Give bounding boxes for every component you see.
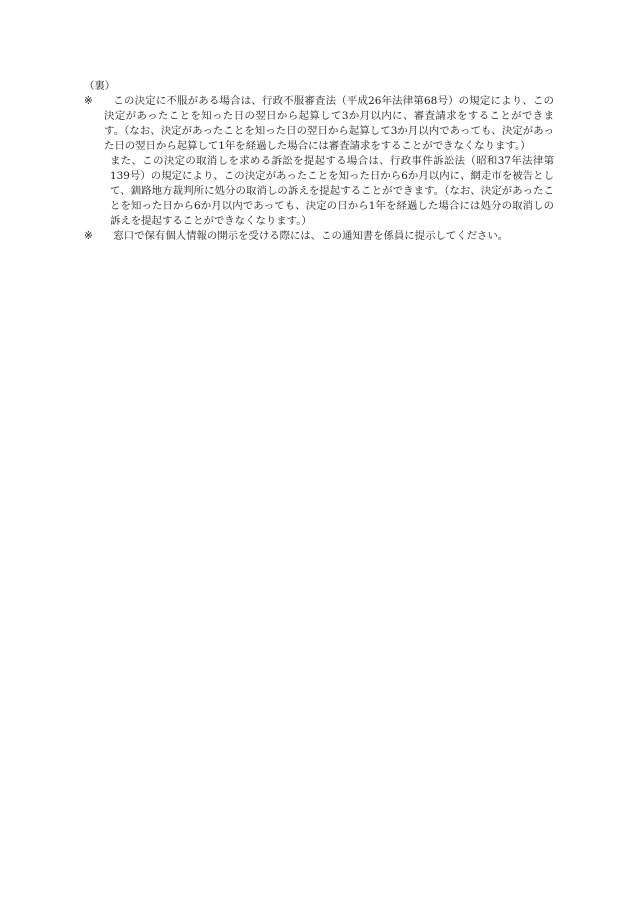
back-side-heading: （裏） (84, 80, 116, 92)
notice-appeal (84, 94, 554, 229)
window-paragraph: 窓口で保有個人情報の開示を受ける際には、この通知書を係員に提示してください。 (113, 230, 509, 242)
lawsuit-paragraph: また、この決定の取消しを求める訴訟を提起する場合は、行政事件訴訟法（昭和37年法律第139号）の規定により、この決定があったことを知った日から6か月以内に、網走市を被告として、釧路地方裁判所に処分の取消しの訴えを提起することができます。（なお、決定があったことを知った日から6か月以内であっても、決定の日から1年を経過した場合には処分の取消しの訴えを提起することができなくなります。） (110, 155, 554, 227)
appeal-paragraph: この決定に不服がある場合は、行政不服審査法（平成26年法律第68号）の規定により、この決定があったことを知った日の翌日から起算して3か月以内に、審査請求をすることができます。（なお、決定があったことを知った日の翌日から起算して3か月以内であっても、決定があった日の翌日から起算して1年を経過した場合には審査請求をすることができなくなります。） (104, 95, 554, 152)
notice-window (84, 229, 554, 244)
reference-mark: ※ (84, 95, 93, 107)
reference-mark: ※ (84, 230, 93, 242)
